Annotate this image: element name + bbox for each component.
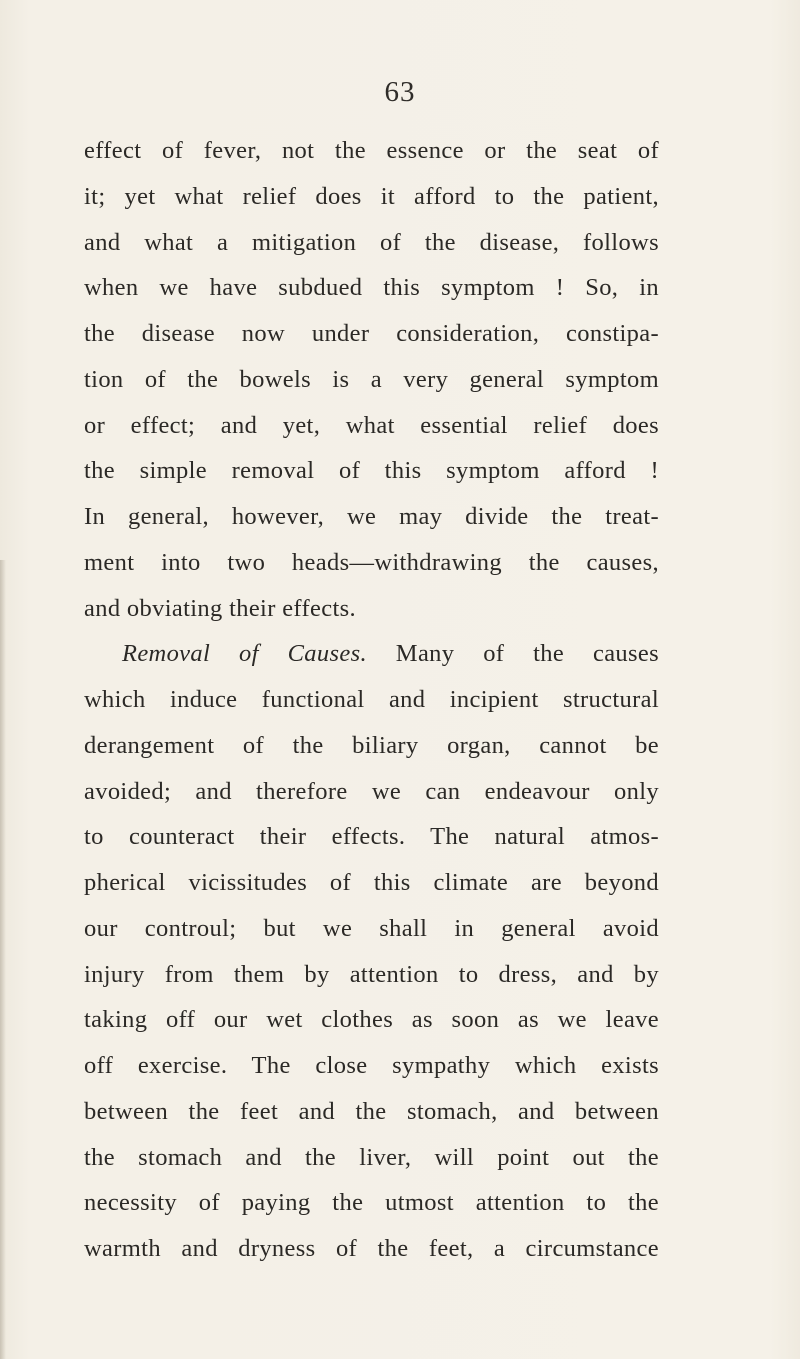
text-line: necessity of paying the utmost attention to the xyxy=(84,1189,659,1217)
section-first-line-text: Many of the causes xyxy=(366,640,660,668)
text-line: effect of fever, not the essence or the seat of xyxy=(84,137,659,164)
page-gutter-shadow xyxy=(0,560,6,1359)
text-line: our controul; but we shall in general avoid xyxy=(84,914,659,942)
text-line: it; yet what relief does it afford to the patient, xyxy=(84,182,659,210)
text-line: off exercise. The close sympathy which exists xyxy=(84,1052,659,1079)
text-line: between the feet and the stomach, and between xyxy=(84,1097,659,1125)
text-line: the simple removal of this symptom afford ! xyxy=(84,457,659,485)
text-line: In general, however, we may divide the treat- xyxy=(84,503,659,530)
body-text xyxy=(84,128,659,1272)
text-line: when we have subdued this symptom ! So, in xyxy=(84,274,659,302)
text-line: tion of the bowels is a very general symptom xyxy=(84,365,659,393)
section-first-line xyxy=(84,631,659,677)
section-heading: Removal of Causes. xyxy=(122,640,367,668)
text-line: derangement of the biliary organ, cannot be xyxy=(84,731,659,759)
text-line: taking off our wet clothes as soon as we leave xyxy=(84,1006,659,1034)
text-line: injury from them by attention to dress, and by xyxy=(84,960,659,988)
page-number: 63 xyxy=(384,76,416,108)
text-line: pherical vicissitudes of this climate are beyond xyxy=(84,869,659,896)
paragraph-last-line: and obviating their effects. xyxy=(84,594,356,622)
text-line: to counteract their effects. The natural atmos- xyxy=(84,823,659,851)
text-line: and what a mitigation of the disease, follows xyxy=(84,228,659,256)
text-line: avoided; and therefore we can endeavour only xyxy=(84,777,659,805)
text-line: which induce functional and incipient structural xyxy=(84,686,659,713)
text-line: warmth and dryness of the feet, a circumstance xyxy=(84,1235,659,1262)
text-line: the stomach and the liver, will point out the xyxy=(84,1143,659,1171)
text-line: ment into two heads—withdrawing the causes, xyxy=(84,548,659,576)
text-line: the disease now under consideration, constipa- xyxy=(84,320,659,347)
text-line: or effect; and yet, what essential relief does xyxy=(84,411,659,439)
